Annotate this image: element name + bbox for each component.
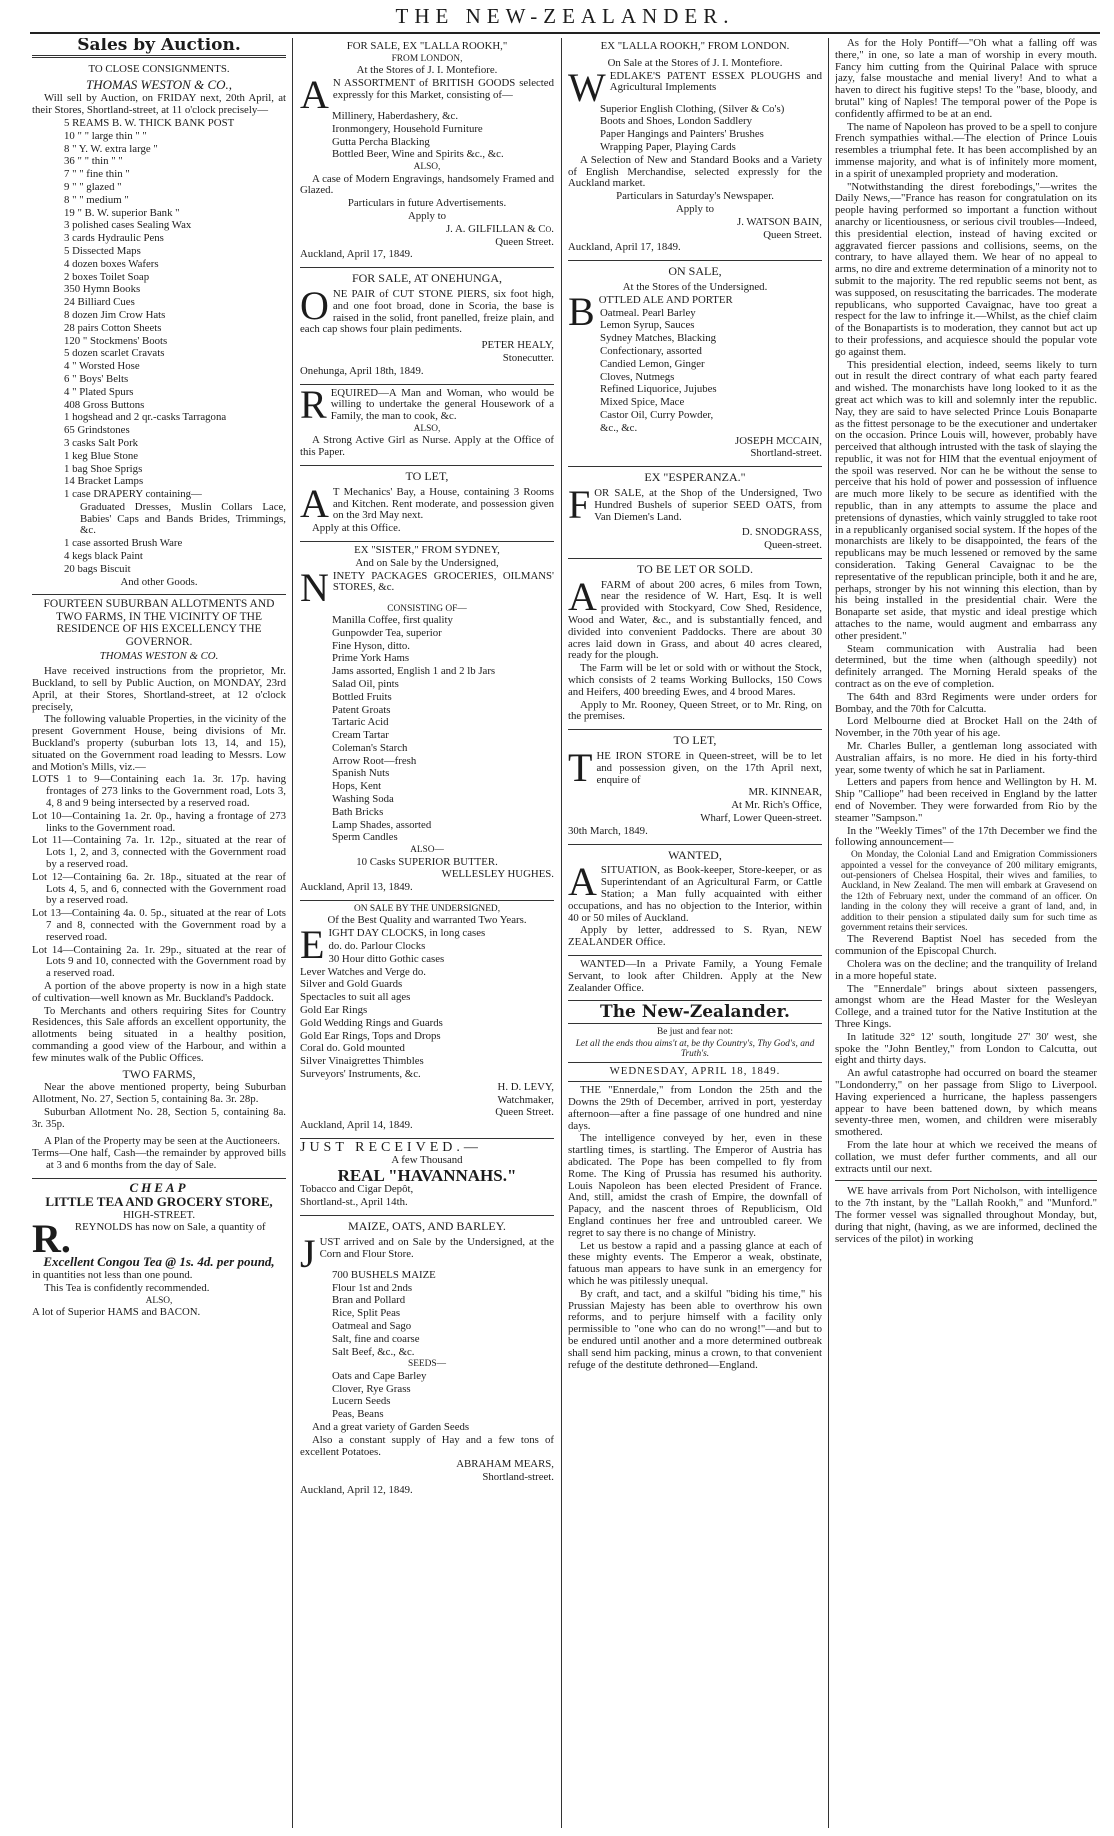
signature: MR. KINNEAR, [748, 786, 822, 799]
ad-text: T Mechanics' Bay, a House, containing 3 Rooms and Kitchen. Rent moderate, and possession given on the 3rd May next. [332, 485, 554, 522]
ad-text: OR SALE, at the Shop of the Undersigned, Two Hundred Bushels of superior SEED OATS, from Van Diemen's Land. [594, 486, 822, 523]
list-item: Oatmeal and Sago [332, 1319, 412, 1332]
ad-sister [300, 542, 554, 901]
auctioneer-name: THOMAS WESTON & CO., [85, 76, 233, 92]
ad-lalla-rookh [300, 38, 554, 268]
ad-text: CONSISTING OF— [387, 603, 467, 614]
ad-text: N ASSORTMENT of BRITISH GOODS selected expressly for this Market, consisting of— [332, 77, 554, 101]
list-item: Salad Oil, pints [332, 677, 399, 690]
ad-heading: TO BE LET OR SOLD. [637, 561, 753, 576]
lot-item: Lot 14—Containing 2a. 1r. 29p., situated at the rear of Lots 9 and 10, connected with the Government road by a reserved road. [32, 943, 286, 980]
news-paragraph: This presidential election, indeed, seems likely to turn out in result the direct contrary of what each party feared and wished. The monarchists have long looked to it as the great act which was to kill and solemnly inter the republic. Nay, they are said to have selected Prince Louis Bonaparte as the fittest personage to be the executioner and undertaker on the occasion. Prince Louis will, however, probably have perceived that although intrusted with the task of slaying the republic, it was not for HIM that the eventual enjoyment of the spoil was reserved. Nor can he be without the sense to perceive that his hold of power and possession of influence are much more likely to be secure as identified with the republic, than in any attempts to assume the place and pretensions of dynasties, which vainly struggled to take root in a republicanly organised social system. If the hopes of the monarchists are likely to be disappointed, the fears of the republicans may be much lessened or removed by the same consideration. Taking General Cavaignac to be the representative of the republican principle, both it and he are, perhaps, stronger by his not winning this election, than by his being installed in the presidential chair. Were the Bonaparte set aside, that mystic and ideal prestige which attaches to the name, would augment and embarrass any other president." [835, 358, 1097, 642]
list-item: Refined Liquorice, Jujubes [600, 383, 717, 396]
drop-cap: T [568, 745, 593, 791]
stock-item: 4 " Plated Spurs [64, 385, 134, 398]
ad-heading: CHEAP [129, 1179, 189, 1195]
list-item: &c., &c. [600, 421, 638, 434]
news-paragraph: "Notwithstanding the direst forebodings,"—writes the Daily News,—"France has reason for congratulation on its people having performed so important a function without anarchy or licentiousness, or serious civil troubles—Indeed, this presidential election, instead of having excited or aggravated fiercer passions and collisions, seems, on the contrary, to have allayed them. We hear of no appeal to arms, no dire and extreme determination of a minority not to submit to the majority. The red republic seems not bent, as was supposed, on resuscitating the barricades. The moderate republicans, who supported Cavaignac, have too great a respect for the law to infringe it.—Whilst, as the chief claim of the Bonapartists is to moderation, they cannot but act up to their professions, and acquiesce should the popular vote go against them. [835, 180, 1097, 358]
ad-text: Queen Street. [495, 235, 554, 248]
ad-text: Apply by letter, addressed to S. Ryan, NEW ZEALANDER Office. [568, 924, 822, 949]
list-item: Lucern Seeds [332, 1395, 391, 1408]
list-item: Gutta Percha Blacking [332, 135, 430, 148]
stock-item: 4 " Worsted Hose [64, 360, 140, 373]
column-2 [300, 38, 554, 1828]
drop-cap: N [300, 564, 329, 610]
ad-text: Particulars in future Advertisements. [347, 197, 507, 210]
ad-text: FARM of about 200 acres, 6 miles from Town, near the residence of W. Hart, Esq. It is well provided with Stockyard, Cow Shed, Residence, Wood and Water, &c., and is substantially fenced, and divided into convenient Paddocks. There are about 30 acres laid down in Grass, and about 40 acres cleared, ready for the plough. [568, 578, 822, 662]
ad-heading: MAIZE, OATS, AND BARLEY. [348, 1219, 506, 1233]
ad-maize [300, 1216, 554, 1503]
list-item: do. do. Parlour Clocks [328, 940, 426, 953]
column-4 [835, 38, 1097, 1828]
ad-text: ALSO— [410, 845, 444, 856]
ad-text: REYNOLDS has now on Sale, a quantity of [74, 1221, 266, 1234]
ad-heading: FOURTEEN SUBURBAN ALLOTMENTS AND TWO FARMS, IN THE VICINITY OF THE RESIDENCE OF HIS EXCELLENCY THE GOVERNOR. [43, 598, 275, 648]
ad-text: Shortland-st., April 14th. [300, 1196, 408, 1209]
ad-heading: WANTED, [668, 847, 722, 862]
list-item: Superior English Clothing, (Silver & Co's) [600, 102, 785, 115]
ad-text: Shortland-street. [482, 1471, 554, 1484]
ad-text: This Tea is confidently recommended. [44, 1282, 210, 1295]
signature: ABRAHAM MEARS, [456, 1458, 554, 1471]
ad-heading: FOR SALE, AT ONEHUNGA, [351, 271, 503, 286]
list-item: Salt, fine and coarse [332, 1332, 420, 1345]
ad-text: INETY PACKAGES GROCERIES, OILMANS' STORES, &c. [332, 569, 554, 594]
stock-item: 1 keg Blue Stone [64, 449, 139, 462]
list-item: Bottled Beer, Wine and Spirits &c., &c. [332, 148, 504, 161]
ad-text: Of the Best Quality and warranted Two Years. [327, 914, 527, 927]
stock-item: 120 " Stockmens' Boots [64, 334, 168, 347]
ad-date: Auckland, April 13, 1849. [300, 881, 413, 894]
drop-cap: A [300, 72, 329, 117]
lot-item: Lot 11—Containing 7a. 1r. 12p., situated at the rear of Lots 1, 2, and 3, connected with the Government road by a reserved road. [32, 834, 286, 871]
ad-text: Apply to Mr. Rooney, Queen Street, or to Mr. Ring, on the premises. [568, 698, 822, 723]
ad-wanted-servant [568, 956, 822, 1001]
list-item: Gold Ear Rings, Tops and Drops [300, 1029, 441, 1042]
ad-heading: FOR SALE, EX "LALLA ROOKH," [346, 40, 508, 52]
ad-text: A portion of the above property is now in a high state of cultivation—well known as Mr. Buckland's Paddock. [32, 979, 286, 1004]
ad-wedlake [568, 38, 822, 261]
ad-text: Suburban Allotment No. 28, Section 5, containing 8a. 3r. 35p. [32, 1105, 286, 1130]
list-item: Gold Wedding Rings and Guards [300, 1016, 443, 1029]
stock-item: 65 Grindstones [64, 424, 130, 437]
ad-text: ALSO, [413, 162, 441, 173]
ad-heading: REAL "HAVANNAHS." [337, 1165, 517, 1185]
stock-item: 4 kegs black Paint [64, 550, 143, 563]
stock-item: 3 casks Salt Pork [64, 436, 139, 449]
stock-item: 8 dozen Jim Crow Hats [64, 308, 166, 321]
item-list [300, 615, 554, 844]
list-item: Clover, Rye Grass [332, 1382, 411, 1395]
ad-text: OTTLED ALE AND PORTER [598, 293, 733, 306]
ad-text: EQUIRED—A Man and Woman, who would be willing to undertake the general Housework of a Family, the man to cook, &c. [330, 386, 554, 423]
edition-date: WEDNESDAY, APRIL 18, 1849. [609, 1065, 781, 1078]
stock-list [32, 118, 286, 501]
ad-text: And other Goods. [120, 575, 198, 588]
drop-cap: A [300, 480, 329, 526]
ad-required [300, 381, 554, 466]
motto: Let all the ends thou aims't at, be thy Country's, Thy God's, and Truth's. [575, 1038, 815, 1059]
column-rule [292, 38, 293, 1828]
motto: Be just and fear not: [656, 1027, 734, 1038]
news-paragraph: Let us bestow a rapid and a passing glance at each of these mighty events. The Emperor a weak, obstinate, fatuous man appears to have sunk in an emergency for which he was pitilessly unequal. [568, 1239, 822, 1287]
ad-text: in quantities not less than one pound. [32, 1269, 193, 1282]
drop-cap: E [300, 922, 325, 968]
list-item: Bran and Pollard [332, 1294, 406, 1307]
item-list [300, 1270, 554, 1359]
ad-date: Auckland, April 12, 1849. [300, 1483, 413, 1496]
drop-cap: A [568, 859, 597, 905]
list-item: 700 BUSHELS MAIZE [332, 1268, 436, 1281]
stock-item: 10 " " large thin " " [64, 129, 147, 142]
stock-item: 3 cards Hydraulic Pens [64, 232, 164, 245]
news-paragraph: The 64th and 83rd Regiments were under orders for Bombay, and the 70th for Calcutta. [835, 690, 1097, 715]
section-title: Sales by Auction. [77, 38, 241, 55]
ad-text: Queen Street. [763, 228, 822, 241]
ad-heading: LITTLE TEA AND GROCERY STORE, [45, 1193, 273, 1209]
list-item: IGHT DAY CLOCKS, in long cases [328, 927, 486, 940]
drop-cap: W [568, 64, 606, 110]
paper-title: The New-Zealander. [600, 1002, 790, 1023]
news-paragraph: Letters and papers from hence and Wellington by H. M. Ship "Calliope" had been received in England by the latter end of November. They were forwarded from Rio by the steamer "Sampson." [835, 776, 1097, 824]
list-item: Gunpowder Tea, superior [332, 626, 442, 639]
ad-text: A lot of Superior HAMS and BACON. [32, 1306, 201, 1319]
auctioneer-name: THOMAS WESTON & CO. [99, 650, 219, 663]
list-item: Boots and Shoes, London Saddlery [600, 115, 753, 128]
ad-heading: TO LET, [405, 468, 449, 483]
news-paragraph: The "Ennerdale" brings about sixteen passengers, amongst whom are the Head Master for the Wesleyan College, and a trained tutor for the Native Institution at the Three Kings. [835, 982, 1097, 1031]
news-paragraph: The Reverend Baptist Noel has seceded from the communion of the Episcopal Church. [835, 933, 1097, 958]
list-item: Sydney Matches, Blacking [600, 332, 717, 345]
stock-item: 20 bags Biscuit [64, 562, 131, 575]
editorial-paragraphs [568, 1085, 822, 1371]
top-rule [30, 32, 1100, 34]
news-paragraph: In the "Weekly Times" of the 17th December we find the following announcement— [835, 824, 1097, 849]
lot-item: Lot 10—Containing 1a. 2r. 0p., having a frontage of 273 links to the Government road. [32, 809, 286, 834]
list-item: Bottled Fruits [332, 690, 392, 703]
ad-heading: TWO FARMS, [122, 1066, 196, 1081]
ad-text: HE IRON STORE in Queen-street, will be to let and possession given, on the 17th April next, enquire of [596, 750, 822, 786]
stock-item: 9 " " glazed " [64, 180, 122, 193]
news-paragraph: By craft, and tact, and a skilful "biding his time," his Prussian Majesty has been able to overthrow his own reforms, and to perjure himself with a facility only permissible to "one who can do no wrong!"—and but to be endured until another and a more determined outbreak shall send him packing, minus a crown, to that convenient refuge of the destitute dethroned—England. [568, 1287, 822, 1371]
news-paragraph: From the late hour at which we received the means of collation, we must defer further comments, and all our extracts until our next. [835, 1138, 1097, 1175]
ad-text: The Farm will be let or sold with or without the Stock, which consists of 2 teams Working Bullocks, 150 Cows and Heifers, 400 breeding Ewes, and 4 brood Mares. [568, 662, 822, 698]
drop-cap: B [568, 288, 595, 334]
ad-text: Near the above mentioned property, being Suburban Allotment, No. 27, Section 5, containing 8a. 3r. 28p. [32, 1081, 286, 1106]
list-item: Prime York Hams [332, 652, 410, 665]
ad-text: WANTED—In a Private Family, a Young Female Servant, to look after Children. Apply at the New Zealander Office. [568, 958, 822, 994]
ad-text: Queen-street. [764, 539, 822, 552]
ad-text: Stonecutter. [502, 351, 554, 364]
list-item: Spanish Nuts [332, 767, 390, 780]
ad-heading: ON SALE, [668, 264, 722, 279]
stock-item: 36 " " thin " " [64, 155, 123, 168]
list-item: Rice, Split Peas [332, 1307, 401, 1320]
announcement: On Monday, the Colonial Land and Emigration Commissioners appointed a vessel for the conveyance of 200 military emigrants, out-pensioners of Chelsea Hospital, their wives and families, to Auckland, in New Zealand. The men will embark at Gravesend on the 12th of February next, under the command of an officer. On landing in the colony they will receive a grant of land, and, in addition to their pension a stipulated daily sum for such time as government retains their services. [841, 850, 1097, 934]
stock-item: 8 " Y. W. extra large " [64, 142, 158, 155]
stock-item: 28 pairs Cotton Sheets [64, 321, 162, 334]
ad-date: Auckland, April 17, 1849. [300, 248, 413, 261]
ad-text: And a great variety of Garden Seeds [312, 1420, 470, 1433]
ad-text: On Sale at the Stores of J. I. Montefiore. [607, 56, 783, 69]
ad-wanted [568, 845, 822, 956]
stock-item: 24 Billiard Cues [64, 296, 135, 309]
stock-item: 6 " Boys' Belts [64, 372, 129, 385]
ad-text: The following valuable Properties, in the vicinity of the present Government House, being divisions of Mr. Buckland's property (suburban lots 13, 14, and 15), situated on the Government road leading to Messrs. Low and Motion's Mills, viz.— [32, 713, 286, 773]
list-item: Oatmeal. Pearl Barley [600, 306, 696, 319]
stock-item: 2 boxes Toilet Soap [64, 270, 150, 283]
stock-item: 1 hogshead and 2 qr.-casks Tarragona [64, 411, 227, 424]
ad-text: At Mr. Rich's Office, [731, 799, 822, 812]
news-paragraph: The name of Napoleon has proved to be a spell to conjure French sympathies withal.—The election of Prince Louis resembles a triumphal fete. It has been accomplished by an immense majority, and what is of infinitely more moment, in a spirit of unexampled propriety and moderation. [835, 120, 1097, 180]
ad-text: HIGH-STREET. [122, 1208, 196, 1221]
list-item: Lever Watches and Verge do. [300, 965, 426, 978]
ad-text: Particulars in Saturday's Newspaper. [616, 190, 774, 203]
column-rule [561, 38, 562, 1828]
stock-item: 19 " B. W. superior Bank " [64, 206, 180, 219]
ad-date: Onehunga, April 18th, 1849. [300, 364, 424, 377]
ad-text: Apply to [675, 202, 715, 215]
stock-item: 1 case assorted Brush Ware [64, 537, 183, 550]
ad-heading: TO CLOSE CONSIGNMENTS. [88, 62, 230, 75]
ad-date: Auckland, April 14, 1849. [300, 1119, 413, 1132]
list-item: Mixed Spice, Mace [600, 396, 685, 409]
ad-heading: JUST RECEIVED.— [300, 1140, 482, 1156]
stock-item: 8 " " medium " [64, 193, 129, 206]
signature: H. D. LEVY, [497, 1080, 554, 1093]
list-item: Candied Lemon, Ginger [600, 357, 705, 370]
signature: JOSEPH MCCAIN, [735, 434, 822, 447]
list-item: Washing Soda [332, 793, 394, 806]
ad-bottled-ale [568, 261, 822, 467]
stock-item: 7 " " fine thin " [64, 168, 130, 181]
ad-text: A Plan of the Property may be seen at the Auctioneers. [44, 1134, 280, 1147]
list-item: Gold Ear Rings [300, 1004, 368, 1017]
drapery-items: Graduated Dresses, Muslin Collars Lace, Babies' Caps and Bands Brides, Trimmings, &c. [80, 500, 286, 537]
item-list [568, 104, 822, 154]
ad-onehunga [300, 268, 554, 384]
list-item: Lemon Syrup, Sauces [600, 319, 695, 332]
news-paragraph: In latitude 32° 12' south, longitude 27' 30' west, she spoke the "John Bentley," from London to Calcutta, out eight and thirty days. [835, 1030, 1097, 1067]
lot-item: Lot 12—Containing 6a. 2r. 18p., situated at the rear of Lots 4, 5, and 6, connected with the Government road by a reserved road. [32, 870, 286, 907]
list-item: Wrapping Paper, Playing Cards [600, 140, 736, 153]
drop-cap: J [300, 1230, 316, 1276]
item-list [300, 111, 554, 161]
news-paragraph: Steam communication with Australia had been determined, but the time when (although speedily) not definitely arranged. The Morning Herald speaks of the contract as on the eve of completion. [835, 642, 1097, 691]
ad-text: SEEDS— [407, 1359, 447, 1370]
signature: PETER HEALY, [481, 339, 554, 352]
signature: J. WATSON BAIN, [737, 215, 822, 228]
list-item: Silver Vinaigrettes Thimbles [300, 1055, 424, 1068]
list-item: Paper Hangings and Painters' Brushes [600, 128, 764, 141]
lot-item: Lot 13—Containing 4a. 0. 5p., situated at the rear of Lots 7 and 8, connected with the Government road by a reserved road. [32, 907, 286, 943]
list-item: Silver and Gold Guards [300, 978, 403, 991]
ad-text: EDLAKE'S PATENT ESSEX PLOUGHS and Agricultural Implements [609, 69, 822, 94]
list-item: Patent Groats [332, 703, 391, 716]
list-item: Bath Bricks [332, 805, 384, 818]
stock-item: 1 bag Shoe Sprigs [64, 462, 143, 475]
ad-date: 30th March, 1849. [568, 824, 648, 837]
ad-text: A few Thousand [391, 1153, 463, 1166]
news-paragraph: The intelligence conveyed by her, even in these startling times, is startling. The Emperor of Austria has abdicated. The Pope has been compelled to fly from Rome. The King of Prussia has resumed his authority. Louis Napoleon has been elected President of France. And, still, amidst the crash of Empire, the downfall of Papacy, and the nascent throes of Republicism, Old England continues her free and untroubled career. We regret to say there is no change of Ministry. [568, 1132, 822, 1239]
stock-item: 5 REAMS B. W. THICK BANK POST [64, 116, 235, 129]
ad-esperanza [568, 467, 822, 559]
list-item: Cream Tartar [332, 729, 389, 742]
list-item: Castor Oil, Curry Powder, [600, 408, 714, 421]
list-item: Confectionary, assorted [600, 344, 702, 357]
ad-text: Wharf, Lower Queen-street. [700, 812, 822, 825]
news-paragraph: As for the Holy Pontiff—"Oh what a falling off was there," in one, so late a man of worship in every mouth. Fancy him cutting from the Quirinal Palace with spruce jazy, false moustache and menial livery! And to what a haven to direct his fugitive steps! To the "base, bloody, and brutal" king of Naples! The temporal power of the Pope is confidently affirmed to be at an end. [835, 38, 1097, 120]
drop-cap: O [300, 282, 329, 328]
list-item: Ironmongery, Household Furniture [332, 122, 483, 135]
ad-date: Auckland, April 17, 1849. [568, 241, 681, 254]
news-paragraph: Lord Melbourne died at Brocket Hall on the 24th of November, in the 70th year of his age. [835, 715, 1097, 740]
stock-item: 350 Hymn Books [64, 283, 141, 296]
news-paragraph: Mr. Charles Buller, a gentleman long associated with Australian affairs, is no more. He died in his forty-third year, some twenty of which he sat in Parliament. [835, 740, 1097, 776]
ad-text: Terms—One half, Cash—the remainder by approved bills at 3 and 6 months from the day of Sale. [32, 1147, 286, 1172]
divider [32, 55, 286, 58]
list-item: Flour 1st and 2nds [332, 1281, 413, 1294]
stock-item: 14 Bracket Lamps [64, 475, 144, 488]
ad-text: SITUATION, as Book-keeper, Store-keeper, or as Superintendant of an Agricultural Farm, or Cattle Station; a Man fully acquainted with either occupations, and has no objection to the Interior, within 40 or 50 miles of Auckland. [568, 864, 822, 924]
ad-heading: EX "ESPERANZA." [644, 470, 746, 485]
ad-text: Tobacco and Cigar Depôt, [300, 1183, 414, 1196]
list-item: 30 Hour ditto Gothic cases [328, 952, 445, 965]
item-list [300, 1371, 554, 1421]
ad-text: At the Stores of J. I. Montefiore. [356, 64, 498, 77]
stock-item: 5 dozen scarlet Cravats [64, 347, 165, 360]
news-paragraph: THE "Ennerdale," from London the 25th and the Downs the 29th of December, arrived in port, yesterday afternoon—after a fine passage of one hundred and nine days. [568, 1084, 822, 1132]
list-item: Arrow Root—fresh [332, 754, 417, 767]
item-list [300, 922, 554, 1081]
stock-item: 4 dozen boxes Wafers [64, 257, 159, 270]
news-paragraph: Cholera was on the decline; and the tranquility of Ireland in a more hopeful state. [835, 958, 1097, 982]
ad-consignments [32, 61, 286, 596]
drop-cap: R. [32, 1216, 71, 1262]
ad-text: 10 Casks SUPERIOR BUTTER. [356, 855, 498, 868]
ad-heading: ON SALE BY THE UNDERSIGNED, [353, 904, 501, 915]
lot-list [32, 774, 286, 980]
ad-text: Shortland-street. [750, 447, 822, 460]
ad-text: FROM LONDON, [391, 53, 463, 64]
list-item: Millinery, Haberdashery, &c. [332, 110, 459, 122]
list-item: Surveyors' Instruments, &c. [300, 1068, 421, 1081]
ad-heading: TO LET, [673, 733, 717, 748]
drop-cap: R [300, 381, 327, 427]
ad-text: Apply at this Office. [312, 522, 401, 535]
column-1 [32, 38, 286, 1828]
ad-text: To Merchants and others requiring Sites for Country Residences, this Sale affords an excellent opportunity, the allotments being situated in a healthy position, commanding a good view of the Harbour, and within a few minutes walk of the Public Offices. [32, 1004, 286, 1064]
signature: D. SNODGRASS, [741, 526, 822, 539]
masthead: THE NEW-ZEALANDER. [395, 4, 735, 28]
ad-text: Apply to [407, 209, 447, 222]
ad-text: Queen Street. [495, 1106, 554, 1119]
signature: WELLESLEY HUGHES. [441, 868, 554, 881]
ad-text: ALSO, [145, 1295, 173, 1306]
column-3 [568, 38, 822, 1828]
ad-text: Will sell by Auction, on FRIDAY next, 20th April, at their Stores, Shortland-street, at 11 o'clock precisely— [32, 92, 286, 117]
list-item: Tartaric Acid [332, 716, 389, 729]
ad-heading: EX "SISTER," FROM SYDNEY, [354, 543, 500, 556]
ad-text: At the Stores of the Undersigned. [622, 280, 768, 293]
list-item: Oats and Cape Barley [332, 1369, 427, 1382]
list-item: Salt Beef, &c., &c. [332, 1345, 415, 1358]
stock-item: 1 case DRAPERY containing— [64, 488, 202, 501]
ad-text: NE PAIR of CUT STONE PIERS, six foot high, and one foot broad, done in Scoria, the base is raised in the solid, front panelled, freize plain, and each cap shows four plain pediments. [300, 287, 554, 336]
list-item: Coral do. Gold mounted [300, 1042, 405, 1055]
signature: J. A. GILFILLAN & Co. [445, 222, 554, 235]
list-item: Lamp Shades, assorted [332, 818, 432, 831]
ad-to-let-house [300, 466, 554, 542]
ad-text: Have received instructions from the proprietor, Mr. Buckland, to sell by Public Auction, on MONDAY, 23rd April, at their Stores, Shortland-street, at 12 o'clock precisely, [32, 665, 286, 713]
list-item: Manilla Coffee, first quality [332, 613, 453, 626]
ad-text: A case of Modern Engravings, handsomely Framed and Glazed. [300, 172, 554, 197]
ad-text: Watchmaker, [497, 1093, 554, 1106]
ad-text: ALSO, [413, 423, 441, 434]
item-list [568, 308, 822, 435]
ad-allotments [32, 595, 286, 1178]
news-paragraph: WE have arrivals from Port Nicholson, with intelligence to the 7th instant, by the "Lallah Rookh," and "Munford." The former vessel was signalled throughout Monday, but, during that night, (having, as we are informed, declined the services of the pilot) in working [835, 1185, 1097, 1245]
drop-cap: F [568, 481, 591, 527]
stock-item: 5 Dissected Maps [64, 244, 141, 257]
ad-tea-store [32, 1179, 286, 1325]
editorial [568, 1002, 822, 1371]
editorial-paragraphs [835, 934, 1097, 1175]
list-item: Peas, Beans [332, 1408, 384, 1421]
ad-text: UST arrived and on Sale by the Undersigned, at the Corn and Flour Store. [319, 1235, 554, 1260]
stock-list [32, 538, 286, 575]
news-paragraph: An awful catastrophe had occurred on board the steamer "Londonderry," on her passage from Sligo to Liverpool. Having experienced a hurricane, the hapless passengers appear to have been battened down, by which means seventy-three men, women, and children were miserably smothered. [835, 1067, 1097, 1139]
list-item: Jams assorted, English 1 and 2 lb Jars [332, 665, 496, 678]
ad-clocks [300, 901, 554, 1139]
ad-text: And on Sale by the Undersigned, [355, 556, 499, 569]
list-item: Coleman's Starch [332, 741, 408, 754]
ad-text: A Strong Active Girl as Nurse. Apply at the Office of this Paper. [300, 434, 554, 459]
ad-iron-store [568, 730, 822, 844]
lot-item: LOTS 1 to 9—Containing each 1a. 3r. 17p. having frontages of 273 links to the Government road, Lots 3, 4, 8 and 9 being intersected by a reserved road. [32, 773, 286, 810]
list-item: Cloves, Nutmegs [600, 370, 675, 383]
list-item: Sperm Candles [332, 831, 398, 844]
ad-text: A Selection of New and Standard Books and a Variety of English Merchandise, selected expressly for the Auckland market. [568, 153, 822, 190]
list-item: Hops, Kent [332, 780, 382, 793]
ad-farm [568, 559, 822, 730]
list-item: Fine Hyson, ditto. [332, 639, 410, 652]
drop-cap: A [568, 573, 597, 619]
ad-text: Also a constant supply of Hay and a few tons of excellent Potatoes. [300, 1433, 554, 1458]
ad-heading: Excellent Congou Tea @ 1s. 4d. per pound, [43, 1254, 275, 1270]
ad-havannahs [300, 1139, 554, 1216]
editorial-paragraphs [835, 38, 1097, 849]
stock-item: 408 Gross Buttons [64, 398, 145, 411]
list-item: Spectacles to suit all ages [300, 991, 411, 1004]
column-rule [828, 38, 829, 1828]
ad-heading: EX "LALLA ROOKH," FROM LONDON. [600, 40, 790, 52]
stock-item: 3 polished cases Sealing Wax [64, 219, 192, 232]
